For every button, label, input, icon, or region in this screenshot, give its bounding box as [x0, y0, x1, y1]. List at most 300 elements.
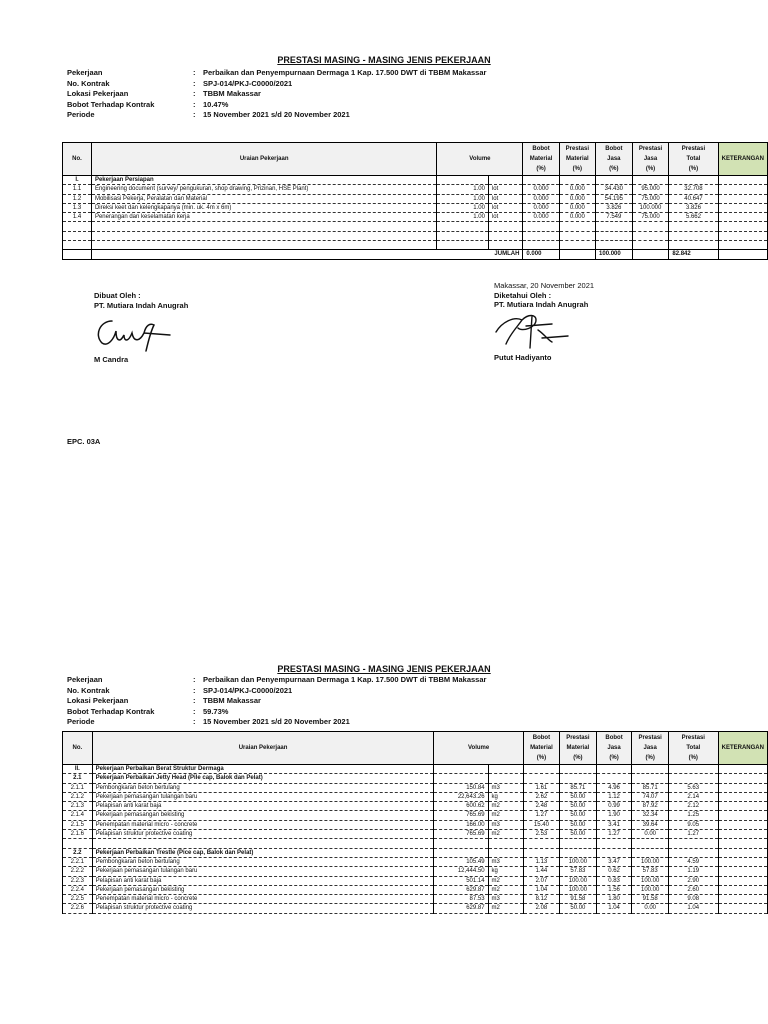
- cell-desc: Pekerjaan pemasangan bekisting: [92, 811, 434, 820]
- cell-unit: [488, 176, 523, 185]
- cell-prestasi-total: [668, 765, 718, 774]
- cell-prestasi-jasa: [632, 839, 669, 848]
- cell-bobot-material: [523, 765, 559, 774]
- table-row: [63, 185, 768, 194]
- cell-unit: [488, 839, 523, 848]
- info-value: TBBM Makassar: [203, 696, 261, 706]
- cell-prestasi-total: [669, 176, 718, 185]
- info-row: [67, 696, 486, 707]
- info-label: Lokasi Pekerjaan: [67, 696, 129, 706]
- col-desc-header: Uraian Pekerjaan: [92, 732, 434, 765]
- info-colon: :: [193, 717, 196, 727]
- cell-bobot-material: 1.27: [523, 811, 559, 820]
- header-line: Bobot: [605, 146, 623, 152]
- header-line: (%): [645, 166, 656, 172]
- cell-desc: Pekerjaan pemasangan tulangan baru: [92, 792, 434, 801]
- cell-qty: 765.69: [434, 811, 488, 820]
- cell-unit: m3: [488, 820, 523, 829]
- header-line: Total: [686, 156, 701, 162]
- cell-bobot-jasa: 1.90: [596, 811, 632, 820]
- cell-keterangan: [718, 176, 767, 185]
- info-row: [67, 717, 486, 728]
- cell-no: [63, 241, 92, 250]
- cell-prestasi-material: [559, 241, 595, 250]
- cell-no: 1.1: [63, 185, 92, 194]
- cell-prestasi-total: 2.90: [668, 876, 718, 885]
- cell-unit: [488, 241, 523, 250]
- cell-qty: 1.00: [437, 203, 489, 212]
- table-row: [63, 848, 768, 857]
- cell-unit: kg: [488, 867, 523, 876]
- cell-prestasi-material: [560, 765, 597, 774]
- cell-no: [63, 231, 92, 240]
- table-row: [63, 857, 768, 866]
- col-pm-header: [559, 143, 595, 176]
- info-row: [67, 110, 486, 121]
- cell-bobot-material: 2.62: [523, 792, 559, 801]
- header-line: (%): [645, 755, 655, 761]
- cell-no: [63, 250, 92, 259]
- cell-no: 2.2.5: [63, 895, 93, 904]
- info-row: [67, 675, 486, 686]
- cell-no: 2.1: [63, 774, 93, 783]
- cell-prestasi-total: 9.08: [668, 895, 718, 904]
- cell-prestasi-material: 50.00: [560, 820, 597, 829]
- page2-title: PRESTASI MASING - MASING JENIS PEKERJAAN: [277, 664, 491, 674]
- cell-keterangan: [718, 830, 767, 839]
- cell-qty: 105.49: [434, 857, 488, 866]
- cell-desc: Pelapisan anti karat baja: [92, 876, 434, 885]
- total-row: [63, 250, 768, 259]
- header-line: Material: [530, 745, 553, 751]
- cell-keterangan: [718, 857, 767, 866]
- cell-prestasi-total: 5.63: [668, 783, 718, 792]
- info-colon: :: [193, 110, 196, 120]
- table-row: [63, 774, 768, 783]
- col-desc-header: Uraian Pekerjaan: [91, 143, 436, 176]
- cell-prestasi-jasa: [632, 774, 669, 783]
- cell-keterangan: [718, 904, 767, 913]
- cell-prestasi-total: 5.662: [669, 213, 718, 222]
- cell-desc: Engineering document (survey/ pengukuran, shop drawing, Prizinan, HSE Plant): [91, 185, 436, 194]
- cell-no: 2.2: [63, 848, 93, 857]
- page2-table-header: [63, 732, 768, 765]
- info-row: [67, 79, 486, 90]
- cell-prestasi-jasa: 0.00: [632, 830, 669, 839]
- cell-bobot-jasa: [596, 222, 633, 231]
- cell-keterangan: [718, 885, 767, 894]
- info-row: [67, 68, 486, 79]
- cell-unit: m2: [488, 904, 523, 913]
- cell-qty: 166.00: [434, 820, 488, 829]
- cell-prestasi-material: [559, 222, 595, 231]
- cell-bobot-jasa: [596, 839, 632, 848]
- page1-table-body: [63, 176, 768, 260]
- cell-desc: Pembongkaran beton bertulang: [92, 857, 434, 866]
- cell-desc: Penerangan dan keselamatan kerja: [91, 213, 436, 222]
- cell-qty: 1.00: [437, 213, 489, 222]
- cell-prestasi-total: 1.25: [668, 811, 718, 820]
- table-row: [63, 241, 768, 250]
- header-line: Bobot: [532, 146, 550, 152]
- cell-qty: 87.53: [434, 895, 488, 904]
- cell-prestasi-material: 57.83: [560, 867, 597, 876]
- cell-unit: [488, 848, 523, 857]
- cell-desc: Pekerjaan pemasangan bekisting: [92, 885, 434, 894]
- cell-keterangan: [718, 194, 767, 203]
- cell-prestasi-material: 0.000: [559, 213, 595, 222]
- cell-unit: m3: [488, 783, 523, 792]
- info-value: 59.73%: [203, 706, 229, 716]
- cell-keterangan: [718, 895, 767, 904]
- cell-prestasi-material: 50.00: [560, 802, 597, 811]
- cell-bobot-material: [523, 848, 559, 857]
- cell-desc: Penempatan material micro - concrete: [92, 820, 434, 829]
- cell-keterangan: [718, 802, 767, 811]
- cell-bobot-jasa: 1.12: [596, 792, 632, 801]
- cell-prestasi-material: [559, 250, 595, 259]
- cell-prestasi-material: 50.00: [560, 792, 597, 801]
- table-row: [63, 876, 768, 885]
- info-value: SPJ-014/PKJ-C0000/2021: [203, 78, 293, 88]
- cell-prestasi-jasa: 75.000: [632, 213, 669, 222]
- cell-qty: 600.62: [434, 802, 488, 811]
- cell-keterangan: [718, 820, 767, 829]
- signature-right-mark: [492, 310, 582, 352]
- cell-prestasi-total: 40.647: [669, 194, 718, 203]
- info-colon: :: [193, 89, 196, 99]
- info-colon: :: [193, 675, 196, 684]
- cell-unit: m2: [488, 811, 523, 820]
- cell-bobot-jasa: 0.62: [596, 867, 632, 876]
- table-row: [63, 811, 768, 820]
- cell-bobot-jasa: 3.47: [596, 857, 632, 866]
- cell-prestasi-jasa: 32.34: [632, 811, 669, 820]
- cell-bobot-jasa: [596, 765, 632, 774]
- cell-prestasi-jasa: 100.00: [632, 885, 669, 894]
- col-pt-header: [669, 143, 718, 176]
- cell-prestasi-jasa: 100.00: [632, 876, 669, 885]
- table-row: [63, 904, 768, 913]
- cell-bobot-jasa: 0.99: [596, 802, 632, 811]
- signature-left-mark: [90, 313, 180, 353]
- header-row: [63, 732, 768, 765]
- header-line: (%): [536, 755, 547, 761]
- table-row: [63, 176, 768, 185]
- cell-prestasi-jasa: 95.000: [632, 185, 669, 194]
- col-no-header: No.: [63, 143, 92, 176]
- cell-qty: [434, 774, 488, 783]
- signature-right-role: Diketahui Oleh :: [494, 290, 552, 300]
- cell-prestasi-total: 2.60: [668, 885, 718, 894]
- cell-qty: [437, 222, 489, 231]
- cell-keterangan: [718, 250, 767, 259]
- table-row: [63, 802, 768, 811]
- cell-prestasi-material: [559, 176, 595, 185]
- info-label: Periode: [67, 717, 95, 727]
- cell-desc: Pekerjaan Perbaikan Berat Struktur Dermaga: [92, 765, 434, 774]
- cell-keterangan: [718, 765, 767, 774]
- page1-table-header: [63, 143, 768, 176]
- cell-no: 1.4: [63, 213, 92, 222]
- page1-title: PRESTASI MASING - MASING JENIS PEKERJAAN: [277, 55, 491, 65]
- cell-unit: m2: [488, 830, 523, 839]
- cell-prestasi-total: 9.05: [668, 820, 718, 829]
- cell-prestasi-material: 100.00: [560, 885, 597, 894]
- cell-bobot-material: 1.61: [523, 783, 559, 792]
- cell-prestasi-jasa: [632, 765, 669, 774]
- cell-no: 2.2.4: [63, 885, 93, 894]
- cell-prestasi-jasa: 74.07: [632, 792, 669, 801]
- cell-prestasi-material: 0.000: [559, 194, 595, 203]
- cell-prestasi-total: 4.59: [668, 857, 718, 866]
- col-bj-header: [596, 143, 633, 176]
- cell-no: 2.1.6: [63, 830, 93, 839]
- cell-desc: Pelapisan struktur protective coating: [92, 830, 434, 839]
- cell-prestasi-jasa: 57.83: [632, 867, 669, 876]
- info-colon: :: [193, 696, 196, 706]
- header-line: (%): [573, 755, 583, 761]
- cell-desc: [91, 222, 436, 231]
- page1-info-block: [67, 68, 486, 121]
- cell-desc: Pembongkaran beton bertulang: [92, 783, 434, 792]
- table-row: [63, 830, 768, 839]
- cell-qty: 1.00: [437, 185, 489, 194]
- cell-bobot-jasa: [596, 848, 632, 857]
- cell-unit: [488, 222, 523, 231]
- table-row: [63, 213, 768, 222]
- page2-work-table: [62, 731, 768, 914]
- cell-keterangan: [718, 222, 767, 231]
- cell-desc: Pekerjaan pemasangan tulangan baru: [92, 867, 434, 876]
- page2-info-block: [67, 675, 486, 728]
- cell-desc: [92, 839, 434, 848]
- cell-prestasi-total: 3.826: [669, 203, 718, 212]
- cell-keterangan: [718, 848, 767, 857]
- cell-prestasi-material: [560, 839, 597, 848]
- col-keterangan-header: KETERANGAN: [718, 732, 767, 765]
- table-row: [63, 820, 768, 829]
- header-line: (%): [572, 166, 583, 172]
- cell-desc: Penempatan material micro - concrete: [92, 895, 434, 904]
- header-line: (%): [536, 166, 546, 172]
- table-row: [63, 895, 768, 904]
- cell-qty: 22,643.26: [434, 792, 488, 801]
- cell-prestasi-material: 50.00: [560, 830, 597, 839]
- cell-bobot-material: [523, 176, 559, 185]
- cell-keterangan: [718, 811, 767, 820]
- header-line: Prestasi: [565, 146, 590, 152]
- cell-prestasi-material: 85.71: [560, 783, 597, 792]
- cell-no: 2.2.1: [63, 857, 93, 866]
- header-line: Material: [566, 156, 589, 162]
- cell-unit: m2: [488, 802, 523, 811]
- cell-bobot-material: [523, 774, 559, 783]
- cell-bobot-material: 0.000: [523, 213, 559, 222]
- cell-unit: [488, 774, 523, 783]
- table-row: [63, 839, 768, 848]
- header-line: Jasa: [643, 745, 657, 751]
- cell-unit: m2: [488, 876, 523, 885]
- cell-desc: Direksi keet dan kelengkapanya (min. uk. 4m x 6m): [91, 203, 436, 212]
- header-line: (%): [688, 166, 699, 172]
- col-no-header: No.: [63, 732, 93, 765]
- cell-prestasi-total: [669, 222, 718, 231]
- cell-prestasi-material: [560, 848, 597, 857]
- info-label: Pekerjaan: [67, 675, 103, 684]
- cell-bobot-jasa: 0.83: [596, 876, 632, 885]
- cell-bobot-material: [523, 222, 559, 231]
- cell-prestasi-total: 2.12: [668, 802, 718, 811]
- header-line: Prestasi: [638, 735, 662, 741]
- cell-keterangan: [718, 792, 767, 801]
- cell-bobot-jasa: 1.27: [596, 830, 632, 839]
- info-label: Pekerjaan: [67, 68, 103, 77]
- cell-prestasi-material: [559, 231, 595, 240]
- info-label: Lokasi Pekerjaan: [67, 89, 129, 99]
- cell-qty: 150.84: [434, 783, 488, 792]
- cell-qty: 629.87: [434, 885, 488, 894]
- cell-bobot-material: 2.48: [523, 802, 559, 811]
- cell-keterangan: [718, 241, 767, 250]
- cell-prestasi-total: 1.04: [668, 904, 718, 913]
- cell-prestasi-material: 100.00: [560, 876, 597, 885]
- info-value: Perbaikan dan Penyempurnaan Dermaga 1 Kap. 17.500 DWT di TBBM Makassar: [203, 675, 487, 684]
- info-label: No. Kontrak: [67, 685, 110, 695]
- info-value: Perbaikan dan Penyempurnaan Dermaga 1 Kap. 17.500 DWT di TBBM Makassar: [203, 68, 487, 77]
- total-label: JUMLAH: [91, 250, 522, 259]
- cell-keterangan: [718, 867, 767, 876]
- cell-prestasi-total: 1.27: [668, 830, 718, 839]
- cell-no: 2.2.2: [63, 867, 93, 876]
- cell-bobot-material: 1.04: [523, 885, 559, 894]
- cell-bobot-material: 1.13: [523, 857, 559, 866]
- cell-prestasi-jasa: [632, 250, 669, 259]
- cell-bobot-material: 0.000: [523, 194, 559, 203]
- signature-left-name: M Candra: [94, 355, 129, 364]
- cell-qty: [437, 241, 489, 250]
- cell-keterangan: [718, 185, 767, 194]
- cell-keterangan: [718, 203, 767, 212]
- info-value: 15 November 2021 s/d 20 November 2021: [203, 110, 350, 120]
- cell-prestasi-material: 91.58: [560, 895, 597, 904]
- cell-prestasi-material: 50.00: [560, 811, 597, 820]
- total-bobot-jasa: 100.000: [596, 250, 633, 259]
- signature-right-company: PT. Mutiara Indah Anugrah: [494, 300, 589, 309]
- info-row: [67, 100, 486, 111]
- cell-qty: [434, 839, 488, 848]
- header-line: Prestasi: [566, 735, 590, 741]
- table-row: [63, 792, 768, 801]
- cell-keterangan: [718, 213, 767, 222]
- cell-keterangan: [718, 839, 767, 848]
- header-line: Prestasi: [681, 735, 705, 741]
- cell-bobot-material: [523, 241, 559, 250]
- header-line: Material: [566, 745, 590, 751]
- cell-prestasi-total: 1.19: [668, 867, 718, 876]
- cell-prestasi-jasa: 91.58: [632, 895, 669, 904]
- signature-right: [494, 281, 594, 362]
- cell-prestasi-jasa: [632, 848, 669, 857]
- cell-prestasi-jasa: [632, 222, 669, 231]
- header-line: Prestasi: [638, 146, 663, 152]
- cell-prestasi-total: [669, 231, 718, 240]
- col-keterangan-header: KETERANGAN: [718, 143, 767, 176]
- info-label: Bobot Terhadap Kontrak: [67, 99, 155, 109]
- cell-keterangan: [718, 783, 767, 792]
- cell-prestasi-total: 32.708: [669, 185, 718, 194]
- col-bj-header: [596, 732, 632, 765]
- cell-no: 2.1.3: [63, 802, 93, 811]
- cell-prestasi-total: [668, 848, 718, 857]
- cell-prestasi-jasa: [632, 231, 669, 240]
- cell-qty: [434, 848, 488, 857]
- info-row: [67, 686, 486, 697]
- col-pj-header: [632, 143, 669, 176]
- info-colon: :: [193, 78, 196, 88]
- cell-unit: m3: [488, 857, 523, 866]
- cell-prestasi-jasa: 75.000: [632, 194, 669, 203]
- document-code: EPC. 03A: [67, 437, 101, 446]
- page2-table-body: [63, 765, 768, 914]
- info-label: Bobot Terhadap Kontrak: [67, 706, 155, 716]
- cell-bobot-jasa: 1.80: [596, 895, 632, 904]
- signature-left: [94, 291, 188, 365]
- info-value: SPJ-014/PKJ-C0000/2021: [203, 685, 293, 695]
- cell-keterangan: [718, 774, 767, 783]
- cell-unit: lot: [488, 185, 523, 194]
- cell-bobot-jasa: 3.41: [596, 820, 632, 829]
- cell-no: [63, 222, 92, 231]
- header-line: Jasa: [643, 156, 658, 162]
- total-prestasi-total: 82.842: [669, 250, 718, 259]
- cell-prestasi-jasa: [632, 241, 669, 250]
- cell-unit: [488, 765, 523, 774]
- cell-bobot-jasa: [596, 241, 633, 250]
- cell-no: 2.2.6: [63, 904, 93, 913]
- cell-no: II.: [63, 765, 93, 774]
- cell-qty: 629.87: [434, 904, 488, 913]
- cell-qty: 765.69: [434, 830, 488, 839]
- cell-qty: 12,444.50: [434, 867, 488, 876]
- cell-unit: lot: [488, 213, 523, 222]
- cell-no: 2.1.1: [63, 783, 93, 792]
- cell-bobot-jasa: [596, 774, 632, 783]
- cell-qty: [437, 176, 489, 185]
- header-line: Total: [686, 745, 701, 751]
- info-value: 15 November 2021 s/d 20 November 2021: [203, 717, 350, 727]
- cell-bobot-jasa: 34.430: [596, 185, 633, 194]
- cell-prestasi-material: 0.000: [559, 185, 595, 194]
- cell-unit: lot: [488, 194, 523, 203]
- cell-prestasi-jasa: 100.000: [632, 203, 669, 212]
- table-row: [63, 194, 768, 203]
- cell-bobot-material: 15.40: [523, 820, 559, 829]
- cell-prestasi-jasa: 39.64: [632, 820, 669, 829]
- cell-prestasi-material: 50.00: [560, 904, 597, 913]
- signature-right-name: Putut Hadiyanto: [494, 352, 552, 362]
- cell-bobot-jasa: 54.195: [596, 194, 633, 203]
- cell-bobot-material: 2.07: [523, 876, 559, 885]
- cell-bobot-material: 2.08: [523, 904, 559, 913]
- cell-prestasi-total: [669, 241, 718, 250]
- table-row: [63, 222, 768, 231]
- cell-desc: Mobilisasi Pekerja, Peralatan dan Material: [91, 194, 436, 203]
- cell-prestasi-jasa: [632, 176, 669, 185]
- cell-prestasi-total: 2.14: [668, 792, 718, 801]
- cell-bobot-jasa: 1.04: [596, 904, 632, 913]
- info-row: [67, 707, 486, 718]
